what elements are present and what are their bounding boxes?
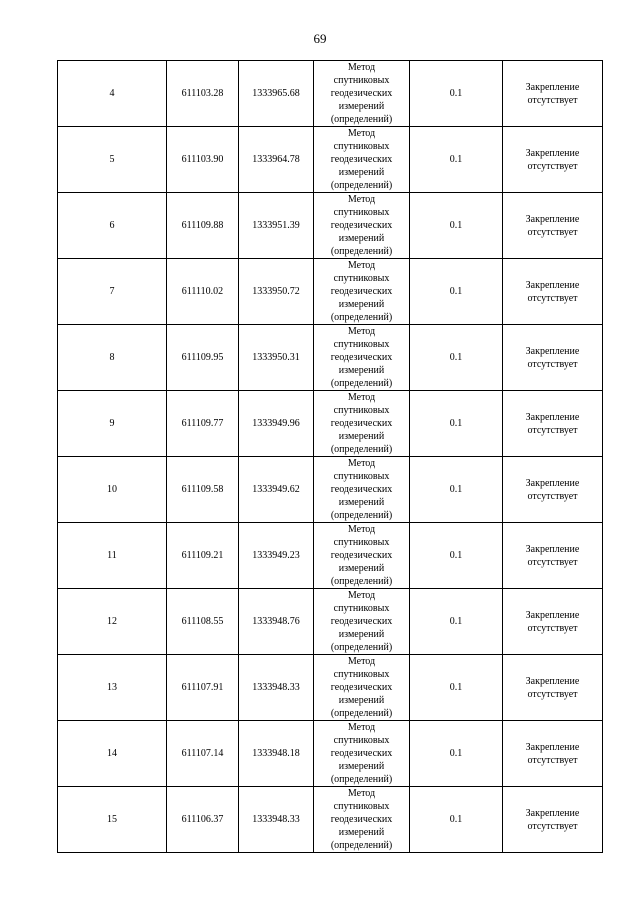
method-line: Метод [347,326,376,337]
method-line: геодезических [330,550,393,561]
table-row [58,259,603,325]
table-row [58,589,603,655]
method-cell [314,193,410,259]
y-coordinate-cell: 1333964.78 [239,127,314,193]
method-line: геодезических [330,286,393,297]
y-coordinate-cell: 1333948.33 [239,787,314,853]
point-number-cell: 8 [58,325,167,391]
table-row [58,457,603,523]
method-cell [314,391,410,457]
fixing-line: отсутствует [527,556,578,568]
method-line: Метод [347,194,376,205]
method-line: спутниковых [333,603,390,614]
method-line: (определений) [330,840,393,851]
method-line: (определений) [330,642,393,653]
method-line: Метод [347,62,376,73]
method-line: измерений [338,431,385,442]
y-coordinate-cell: 1333949.23 [239,523,314,589]
y-coordinate-cell: 1333965.68 [239,61,314,127]
accuracy-cell: 0.1 [410,325,503,391]
accuracy-cell: 0.1 [410,193,503,259]
fixing-line: отсутствует [527,754,578,766]
fixing-line: Закрепление [525,807,580,819]
method-line: геодезических [330,154,393,165]
method-line: (определений) [330,378,393,389]
accuracy-cell: 0.1 [410,391,503,457]
point-number-cell: 9 [58,391,167,457]
method-cell [314,589,410,655]
x-coordinate-cell: 611103.90 [167,127,239,193]
x-coordinate-cell: 611109.58 [167,457,239,523]
method-line: Метод [347,128,376,139]
method-line: геодезических [330,616,393,627]
x-coordinate-cell: 611109.95 [167,325,239,391]
method-line: спутниковых [333,405,390,416]
method-line: геодезических [330,682,393,693]
fixing-line: отсутствует [527,490,578,502]
accuracy-cell: 0.1 [410,523,503,589]
table-row [58,721,603,787]
fixing-cell [503,589,603,655]
fixing-cell [503,259,603,325]
page-number: 69 [313,31,327,46]
method-line: (определений) [330,114,393,125]
method-line: геодезических [330,220,393,231]
y-coordinate-cell: 1333950.72 [239,259,314,325]
fixing-line: отсутствует [527,424,578,436]
fixing-cell [503,457,603,523]
point-number-cell: 5 [58,127,167,193]
coordinates-table [57,60,603,853]
method-line: (определений) [330,576,393,587]
method-line: (определений) [330,510,393,521]
fixing-line: Закрепление [525,213,580,225]
fixing-line: Закрепление [525,477,580,489]
fixing-cell [503,391,603,457]
method-line: (определений) [330,246,393,257]
fixing-line: отсутствует [527,622,578,634]
method-line: спутниковых [333,207,390,218]
fixing-cell [503,61,603,127]
x-coordinate-cell: 611103.28 [167,61,239,127]
method-line: измерений [338,233,385,244]
method-line: (определений) [330,774,393,785]
y-coordinate-cell: 1333949.96 [239,391,314,457]
point-number-cell: 10 [58,457,167,523]
point-number-cell: 14 [58,721,167,787]
method-line: геодезических [330,484,393,495]
accuracy-cell: 0.1 [410,61,503,127]
table-row [58,193,603,259]
method-line: Метод [347,392,376,403]
method-line: (определений) [330,444,393,455]
method-line: измерений [338,761,385,772]
x-coordinate-cell: 611107.91 [167,655,239,721]
method-line: спутниковых [333,669,390,680]
accuracy-cell: 0.1 [410,655,503,721]
fixing-line: Закрепление [525,147,580,159]
x-coordinate-cell: 611106.37 [167,787,239,853]
fixing-line: отсутствует [527,358,578,370]
method-line: геодезических [330,352,393,363]
y-coordinate-cell: 1333948.33 [239,655,314,721]
fixing-line: отсутствует [527,160,578,172]
method-line: спутниковых [333,75,390,86]
method-line: (определений) [330,312,393,323]
fixing-line: отсутствует [527,94,578,106]
fixing-cell [503,787,603,853]
table-row [58,655,603,721]
fixing-cell [503,721,603,787]
method-line: измерений [338,827,385,838]
point-number-cell: 11 [58,523,167,589]
point-number-cell: 13 [58,655,167,721]
method-line: измерений [338,497,385,508]
method-line: измерений [338,101,385,112]
accuracy-cell: 0.1 [410,259,503,325]
method-cell [314,61,410,127]
fixing-line: Закрепление [525,279,580,291]
point-number-cell: 7 [58,259,167,325]
method-line: спутниковых [333,735,390,746]
method-line: спутниковых [333,273,390,284]
method-line: (определений) [330,708,393,719]
fixing-line: Закрепление [525,411,580,423]
y-coordinate-cell: 1333950.31 [239,325,314,391]
accuracy-cell: 0.1 [410,457,503,523]
method-line: измерений [338,563,385,574]
method-line: геодезических [330,814,393,825]
method-line: измерений [338,695,385,706]
fixing-line: Закрепление [525,81,580,93]
method-line: геодезических [330,88,393,99]
fixing-line: отсутствует [527,820,578,832]
method-line: спутниковых [333,141,390,152]
method-line: Метод [347,722,376,733]
accuracy-cell: 0.1 [410,787,503,853]
fixing-cell [503,523,603,589]
accuracy-cell: 0.1 [410,589,503,655]
method-line: спутниковых [333,801,390,812]
method-line: геодезических [330,418,393,429]
x-coordinate-cell: 611108.55 [167,589,239,655]
fixing-cell [503,127,603,193]
fixing-cell [503,655,603,721]
method-line: (определений) [330,180,393,191]
x-coordinate-cell: 611109.77 [167,391,239,457]
table-row [58,391,603,457]
method-line: спутниковых [333,339,390,350]
point-number-cell: 6 [58,193,167,259]
accuracy-cell: 0.1 [410,721,503,787]
x-coordinate-cell: 611110.02 [167,259,239,325]
method-cell [314,523,410,589]
table-row [58,61,603,127]
method-line: измерений [338,365,385,376]
fixing-cell [503,193,603,259]
method-line: Метод [347,458,376,469]
method-cell [314,655,410,721]
x-coordinate-cell: 611109.21 [167,523,239,589]
fixing-line: отсутствует [527,688,578,700]
fixing-line: отсутствует [527,226,578,238]
y-coordinate-cell: 1333948.76 [239,589,314,655]
point-number-cell: 4 [58,61,167,127]
method-line: Метод [347,788,376,799]
table-row [58,523,603,589]
fixing-line: Закрепление [525,741,580,753]
fixing-line: Закрепление [525,675,580,687]
method-line: Метод [347,656,376,667]
coordinates-table-body [58,61,603,853]
method-line: спутниковых [333,537,390,548]
method-line: измерений [338,299,385,310]
method-line: спутниковых [333,471,390,482]
table-row [58,127,603,193]
method-line: Метод [347,524,376,535]
table-row [58,325,603,391]
accuracy-cell: 0.1 [410,127,503,193]
method-cell [314,457,410,523]
fixing-line: отсутствует [527,292,578,304]
method-cell [314,325,410,391]
fixing-cell [503,325,603,391]
point-number-cell: 15 [58,787,167,853]
table-row [58,787,603,853]
y-coordinate-cell: 1333948.18 [239,721,314,787]
method-cell [314,787,410,853]
method-line: геодезических [330,748,393,759]
fixing-line: Закрепление [525,609,580,621]
fixing-line: Закрепление [525,543,580,555]
method-line: измерений [338,167,385,178]
x-coordinate-cell: 611107.14 [167,721,239,787]
method-line: измерений [338,629,385,640]
method-line: Метод [347,590,376,601]
method-cell [314,721,410,787]
x-coordinate-cell: 611109.88 [167,193,239,259]
point-number-cell: 12 [58,589,167,655]
method-cell [314,127,410,193]
method-line: Метод [347,260,376,271]
fixing-line: Закрепление [525,345,580,357]
y-coordinate-cell: 1333951.39 [239,193,314,259]
y-coordinate-cell: 1333949.62 [239,457,314,523]
method-cell [314,259,410,325]
